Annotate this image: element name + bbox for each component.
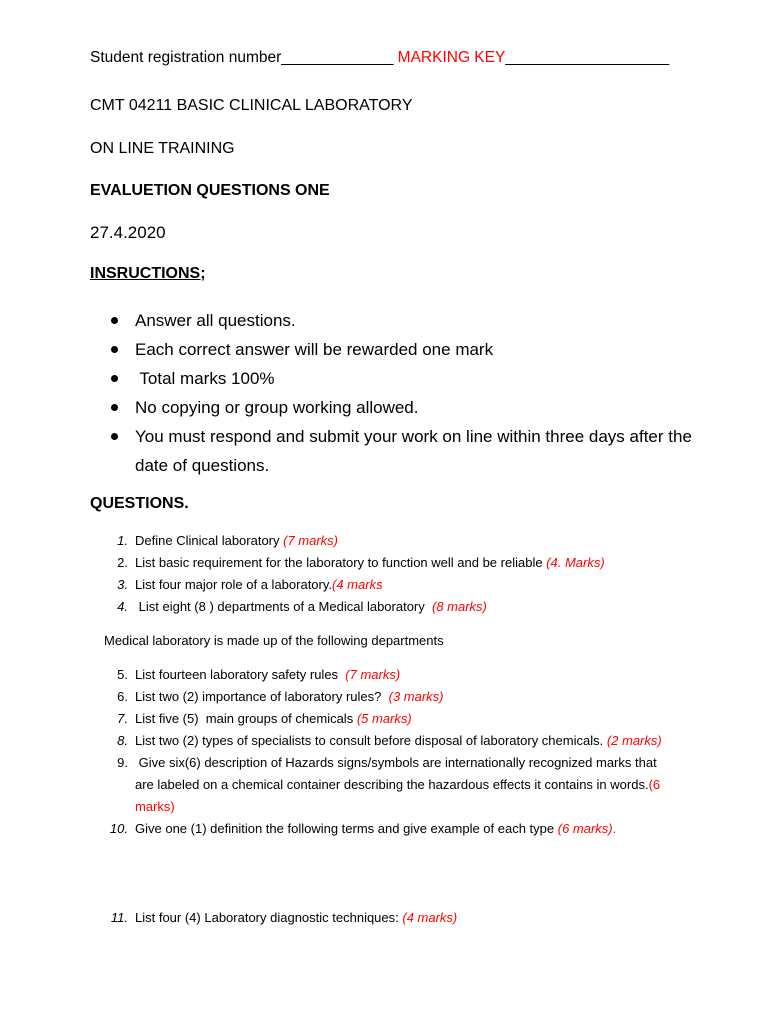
registration-label: Student registration number_____________ [90, 49, 394, 66]
question-item [108, 818, 668, 840]
document-date: 27.4.2020 [90, 223, 166, 242]
questions-list-part-3 [108, 907, 668, 929]
bullet-icon [111, 317, 118, 324]
question-item [108, 530, 668, 552]
question-number: 10. [109, 821, 128, 836]
question-text: Give one (1) definition the following terms and give example of each type [135, 821, 558, 836]
question-number: 11. [110, 910, 128, 925]
question-number: 1. [117, 533, 128, 548]
question-item [108, 596, 668, 618]
question-text: List four major role of a laboratory. [135, 577, 333, 592]
question-text: List five (5) main groups of chemicals [135, 711, 357, 726]
question-text: List fourteen laboratory safety rules [135, 667, 346, 682]
registration-trail: ___________________ [505, 49, 670, 66]
question-number: 3. [117, 577, 128, 592]
question-item [108, 574, 668, 596]
question-item [108, 708, 668, 730]
question-marks: (4 marks) [402, 910, 458, 925]
question-number: 8. [117, 733, 128, 748]
instruction-item: No copying or group working allowed. [108, 393, 698, 422]
question-tail: . [612, 821, 617, 836]
question-marks: (6 marks) [135, 777, 661, 814]
bullet-icon [111, 346, 118, 353]
bullet-icon [111, 433, 118, 440]
questions-heading: QUESTIONS. [90, 495, 189, 512]
question-marks: (8 marks) [432, 599, 487, 614]
instruction-item: Answer all questions. [108, 306, 698, 335]
course-title: CMT 04211 BASIC CLINICAL LABORATORY [90, 97, 413, 114]
question-number: 6. [117, 689, 128, 704]
question-marks: (6 marks) [557, 821, 613, 836]
department-note: Medical laboratory is made up of the following departments [104, 633, 444, 648]
question-item [108, 664, 668, 686]
question-marks: (4 marks [332, 577, 383, 592]
instructions-heading: INSRUCTIONS; [90, 265, 206, 282]
question-item [108, 730, 668, 752]
marking-key-label: MARKING KEY [397, 49, 506, 66]
questions-list-part-1 [108, 530, 668, 618]
instruction-item: Each correct answer will be rewarded one mark [108, 335, 698, 364]
question-marks: (5 marks) [356, 711, 412, 726]
question-text: List eight (8 ) departments of a Medical laboratory [135, 599, 432, 614]
question-text: Define Clinical laboratory [135, 533, 284, 548]
question-marks: (3 marks) [388, 689, 444, 704]
question-text: Give six(6) description of Hazards signs/symbols are internationally recognized marks that are labeled on a chemical container describing the hazardous effects it contains in words. [135, 755, 661, 792]
question-text: List basic requirement for the laboratory to function well and be reliable [135, 555, 547, 570]
question-item [108, 552, 668, 574]
evaluation-title: EVALUETION QUESTIONS ONE [90, 182, 330, 199]
question-text: List two (2) importance of laboratory rules? [135, 689, 389, 704]
question-marks: (7 marks) [283, 533, 339, 548]
question-marks: (4. Marks) [546, 555, 605, 570]
question-item [108, 907, 668, 929]
question-number: 4. [117, 599, 128, 614]
bullet-icon [111, 404, 118, 411]
instruction-item: Total marks 100% [108, 364, 698, 393]
question-marks: (2 marks) [606, 733, 662, 748]
bullet-icon [111, 375, 118, 382]
training-title: ON LINE TRAINING [90, 140, 235, 157]
questions-list-part-2 [108, 664, 668, 840]
question-number: 9. [117, 755, 128, 770]
question-text: List four (4) Laboratory diagnostic techniques: [135, 910, 403, 925]
instructions-list [108, 306, 698, 480]
question-item [108, 752, 668, 818]
question-item [108, 686, 668, 708]
question-number: 5. [117, 667, 128, 682]
question-number: 2. [117, 555, 128, 570]
instruction-item: You must respond and submit your work on line within three days after the date of questions. [108, 422, 698, 480]
question-marks: (7 marks) [345, 667, 401, 682]
question-text: List two (2) types of specialists to consult before disposal of laboratory chemicals. [135, 733, 607, 748]
registration-line [90, 48, 669, 68]
question-number: 7. [117, 711, 128, 726]
